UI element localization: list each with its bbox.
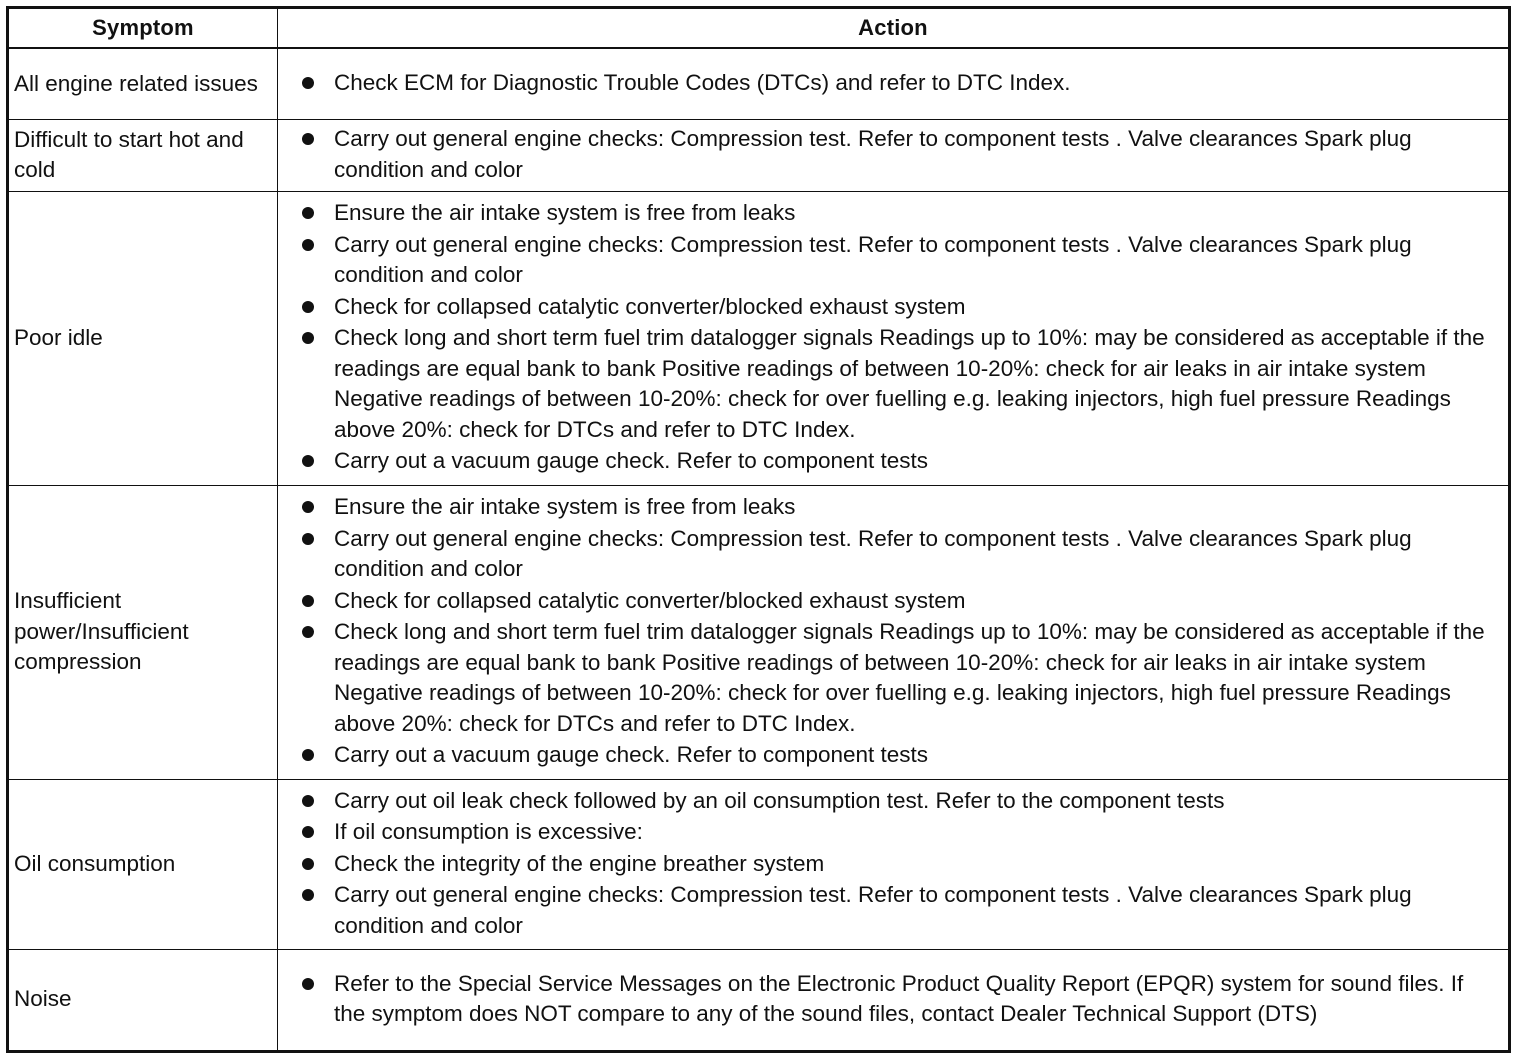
table-row [8, 779, 1510, 949]
bullet-icon [302, 207, 314, 219]
action-cell [278, 48, 1510, 119]
action-item [302, 817, 1498, 848]
table-row [8, 485, 1510, 779]
bullet-icon [302, 889, 314, 901]
action-text: Check ECM for Diagnostic Trouble Codes (DTCs) and refer to DTC Index. [334, 70, 1071, 95]
bullet-icon [302, 455, 314, 467]
table-row [8, 119, 1510, 191]
action-item [302, 786, 1498, 817]
symptom-cell: Insufficient power/Insufficient compression [8, 485, 278, 779]
action-item [302, 323, 1498, 445]
action-text: If oil consumption is excessive: [334, 819, 643, 845]
action-item [302, 969, 1498, 1030]
action-text: Ensure the air intake system is free from leaks [334, 200, 796, 226]
action-cell [278, 779, 1510, 949]
action-item [302, 740, 1498, 771]
symptom-cell: Difficult to start hot and cold [8, 119, 278, 191]
action-list [302, 492, 1498, 771]
bullet-icon [302, 595, 314, 607]
symptom-action-table [6, 6, 1511, 1053]
action-text: Carry out oil leak check followed by an oil consumption test. Refer to the component tests [334, 787, 1225, 813]
action-text: Carry out general engine checks: Compression test. Refer to component tests . Valve clearances Spark plug condition and color [334, 231, 1412, 288]
bullet-icon [302, 239, 314, 251]
action-text: Carry out a vacuum gauge check. Refer to component tests [334, 448, 929, 474]
action-column-header: Action [278, 8, 1510, 49]
action-list [302, 969, 1498, 1030]
action-text: Carry out a vacuum gauge check. Refer to component tests [334, 742, 929, 768]
header-row [8, 8, 1510, 49]
action-list [302, 786, 1498, 942]
bullet-icon [302, 826, 314, 838]
action-cell [278, 485, 1510, 779]
bullet-icon [302, 858, 314, 870]
action-item [302, 292, 1498, 323]
table-row [8, 949, 1510, 1051]
symptom-cell: Oil consumption [8, 779, 278, 949]
table-row [8, 48, 1510, 119]
action-item [302, 230, 1498, 291]
bullet-icon [302, 301, 314, 313]
action-list [302, 124, 1498, 185]
symptom-cell: All engine related issues [8, 48, 278, 119]
action-text: Check for collapsed catalytic converter/blocked exhaust system [334, 587, 966, 613]
bullet-icon [302, 749, 314, 761]
action-list [302, 198, 1498, 477]
bullet-icon [302, 795, 314, 807]
action-item [302, 124, 1498, 185]
action-item [302, 492, 1498, 523]
table-row [8, 191, 1510, 485]
action-item [302, 68, 1498, 99]
action-list [302, 68, 1498, 99]
bullet-icon [302, 133, 314, 145]
action-item [302, 198, 1498, 229]
action-text: Carry out general engine checks: Compression test. Refer to component tests . Valve clearances Spark plug condition and color [334, 525, 1412, 582]
action-item [302, 524, 1498, 585]
action-text: Check long and short term fuel trim datalogger signals Readings up to 10%: may be considered as acceptable if the readings are equal bank to bank Positive readings of between 10-20%: check for air leaks in air intake system Negative readings of between 10-20%: check for over fuelling e.g. leaking injectors, high fuel pressure Readings above 20%: check for DTCs and refer to DTC Index. [334, 619, 1485, 736]
action-item [302, 617, 1498, 739]
action-item [302, 586, 1498, 617]
action-cell [278, 949, 1510, 1051]
bullet-icon [302, 501, 314, 513]
action-text: Ensure the air intake system is free from leaks [334, 494, 796, 520]
action-text: Refer to the Special Service Messages on the Electronic Product Quality Report (EPQR) system for sound files. If the symptom does NOT compare to any of the sound files, contact Dealer Technical Support (DTS) [334, 970, 1464, 1026]
action-text: Carry out general engine checks: Compression test. Refer to component tests . Valve clearances Spark plug condition and color [334, 126, 1412, 182]
action-item [302, 849, 1498, 880]
action-text: Check for collapsed catalytic converter/blocked exhaust system [334, 293, 966, 319]
action-text: Carry out general engine checks: Compression test. Refer to component tests . Valve clearances Spark plug condition and color [334, 882, 1412, 938]
bullet-icon [302, 533, 314, 545]
bullet-icon [302, 626, 314, 638]
action-cell [278, 119, 1510, 191]
symptom-column-header: Symptom [8, 8, 278, 49]
action-text: Check the integrity of the engine breather system [334, 850, 825, 876]
bullet-icon [302, 978, 314, 990]
action-cell [278, 191, 1510, 485]
action-item [302, 880, 1498, 941]
action-item [302, 446, 1498, 477]
bullet-icon [302, 77, 314, 89]
symptom-cell: Poor idle [8, 191, 278, 485]
symptom-cell: Noise [8, 949, 278, 1051]
bullet-icon [302, 332, 314, 344]
action-text: Check long and short term fuel trim datalogger signals Readings up to 10%: may be considered as acceptable if the readings are equal bank to bank Positive readings of between 10-20%: check for air leaks in air intake system Negative readings of between 10-20%: check for over fuelling e.g. leaking injectors, high fuel pressure Readings above 20%: check for DTCs and refer to DTC Index. [334, 325, 1485, 442]
